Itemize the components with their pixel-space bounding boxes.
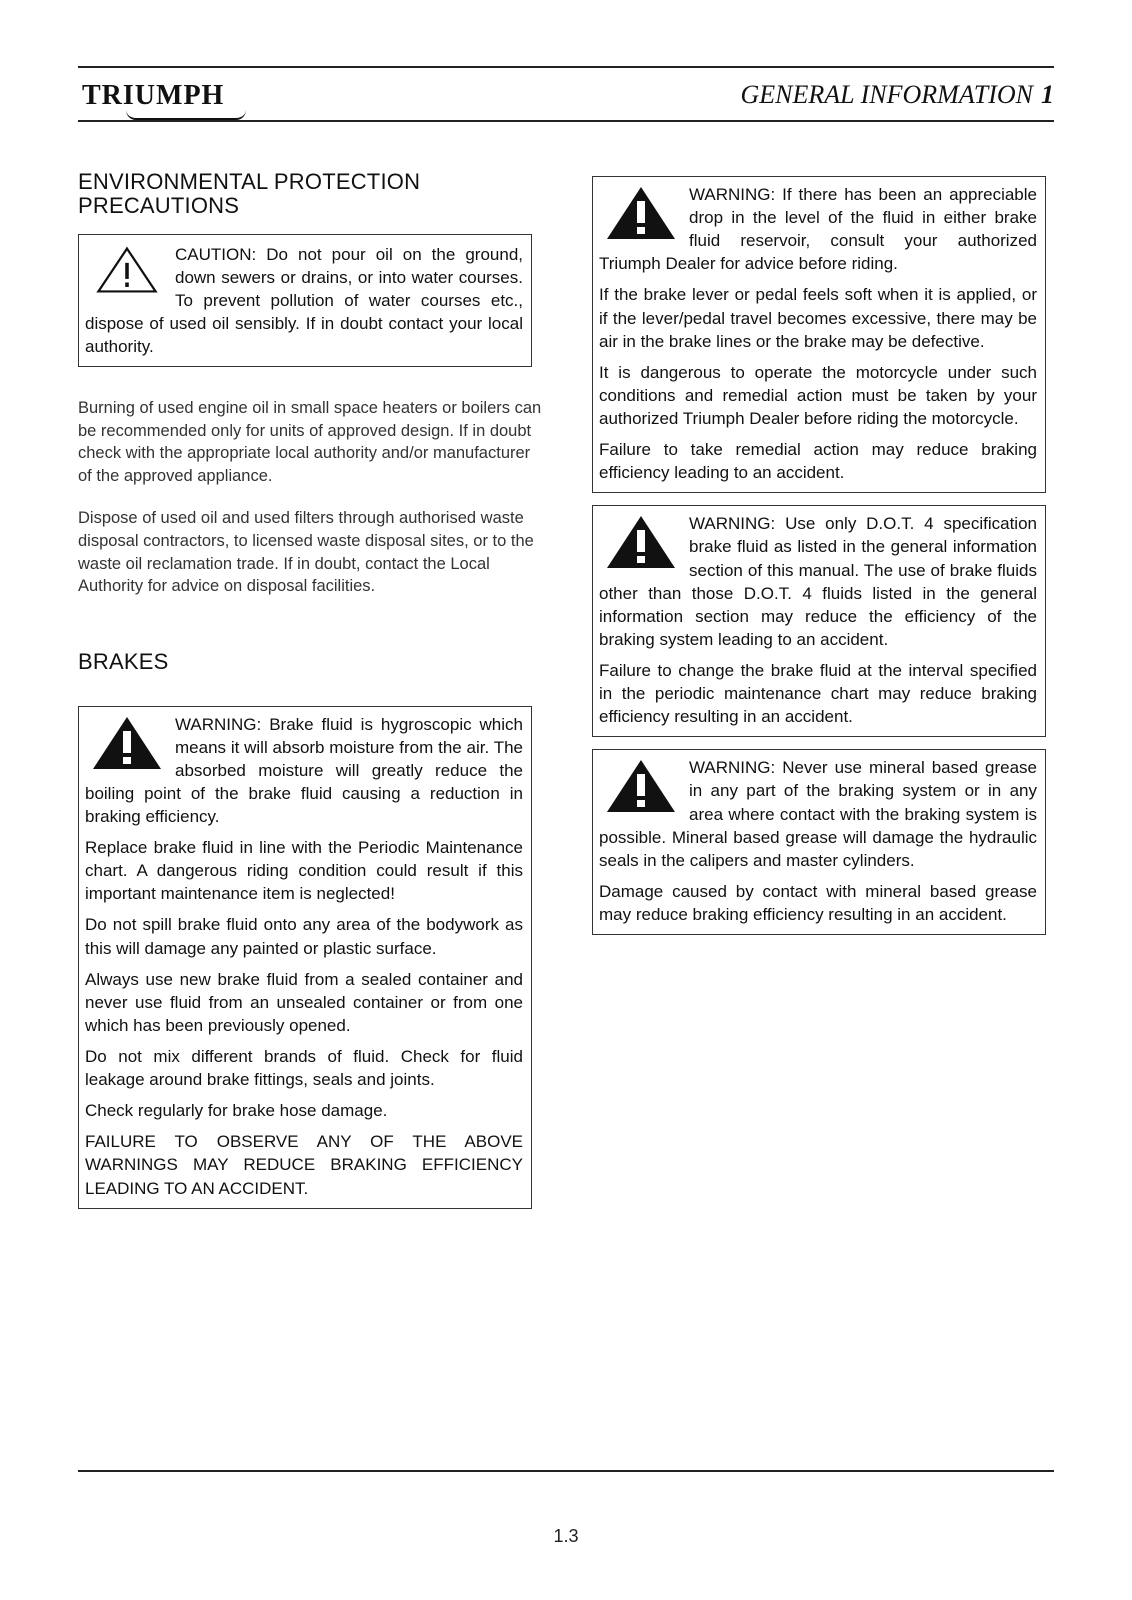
logo-text: TRIUMPH bbox=[82, 80, 225, 111]
warning1-paragraph-4: Always use new brake fluid from a sealed container and never use fluid from an unsealed container or from one which has been previously opened. bbox=[85, 969, 523, 1035]
page-number: 1.3 bbox=[553, 1526, 579, 1546]
header-bottom-rule bbox=[78, 120, 1054, 122]
footer-rule bbox=[78, 1470, 1054, 1472]
triumph-logo bbox=[82, 80, 224, 112]
section-title bbox=[741, 80, 1055, 110]
mineral-grease-warning-box bbox=[592, 749, 1046, 935]
left-column bbox=[78, 170, 546, 1209]
warning2-first bbox=[599, 183, 1037, 275]
dispose-oil-paragraph: Dispose of used oil and used filters through authorised waste disposal contractors, to licensed waste disposal sites, or to the waste oil reclamation trade. If in doubt, contact the Local Authority for advice on disposal facilities. bbox=[78, 509, 534, 596]
fluid-level-warning-box bbox=[592, 176, 1046, 493]
warning-triangle-icon bbox=[91, 715, 163, 771]
warning-triangle-icon bbox=[605, 514, 677, 570]
warning3-paragraph-1: WARNING: Use only D.O.T. 4 specification brake fluid as listed in the general information section of this manual. The use of brake fluids other than those D.O.T. 4 fluids listed in the general information section may reduce the efficiency of the braking system leading to an accident. bbox=[599, 514, 1037, 649]
warning1-paragraph-7: FAILURE TO OBSERVE ANY OF THE ABOVE WARNINGS MAY REDUCE BRAKING EFFICIENCY LEADING TO AN ACCIDENT. bbox=[85, 1132, 523, 1198]
caution-text bbox=[85, 243, 523, 359]
warning-triangle-icon bbox=[605, 758, 677, 814]
warning1-first bbox=[85, 713, 523, 829]
warning3-paragraph-2: Failure to change the brake fluid at the interval specified in the periodic maintenance chart may reduce braking efficiency resulting in an accident. bbox=[599, 660, 1037, 727]
warning1-paragraph-3: Do not spill brake fluid onto any area of the bodywork as this will damage any painted or plastic surface. bbox=[85, 915, 523, 958]
logo-swoosh-icon bbox=[126, 110, 246, 120]
warning3-first bbox=[599, 512, 1037, 651]
warning2-paragraph-4: Failure to take remedial action may reduce braking efficiency leading to an accident. bbox=[599, 440, 1037, 483]
warning4-first bbox=[599, 756, 1037, 872]
caution-box bbox=[78, 234, 532, 368]
right-column bbox=[592, 176, 1056, 935]
warning1-paragraph-1: WARNING: Brake fluid is hygroscopic which means it will absorb moisture from the air. The absorbed moisture will greatly reduce the boiling point of the brake fluid causing a reduction in braking efficiency. bbox=[85, 714, 523, 826]
warning2-paragraph-3: It is dangerous to operate the motorcycle under such conditions and remedial action must be taken by your authorized Triumph Dealer before riding the motorcycle. bbox=[599, 362, 1037, 428]
warning2-paragraph-1: WARNING: If there has been an appreciable drop in the level of the fluid in either brake fluid reservoir, consult your authorized Triumph Dealer for advice before riding. bbox=[599, 185, 1037, 274]
brake-fluid-warning-box bbox=[78, 706, 532, 1209]
warning2-paragraph-2: If the brake lever or pedal feels soft when it is applied, or if the lever/pedal travel becomes excessive, there may be air in the brake lines or the brake may be defective. bbox=[599, 285, 1037, 351]
caution-paragraph: CAUTION: Do not pour oil on the ground, down sewers or drains, or into water courses. To prevent pollution of water courses etc., dispose of used oil sensibly. If in doubt contact your local authority. bbox=[85, 244, 523, 356]
warning1-paragraph-2: Replace brake fluid in line with the Periodic Maintenance chart. A dangerous riding condition could result if this important maintenance item is neglected! bbox=[85, 838, 523, 904]
header-top-rule bbox=[78, 66, 1054, 68]
warning4-paragraph-2: Damage caused by contact with mineral based grease may reduce braking efficiency resulting in an accident. bbox=[599, 881, 1037, 924]
caution-triangle-icon bbox=[91, 245, 163, 295]
burning-oil-paragraph: Burning of used engine oil in small space heaters or boilers can be recommended only for units of approved design. If in doubt check with the appropriate local authority and/or manufacturer of the approved appliance. bbox=[78, 399, 542, 485]
warning1-paragraph-6: Check regularly for brake hose damage. bbox=[85, 1101, 388, 1121]
warning-triangle-icon bbox=[605, 185, 677, 241]
dot4-warning-box bbox=[592, 505, 1046, 737]
section-number: 1 bbox=[1041, 80, 1054, 109]
warning1-paragraph-5: Do not mix different brands of fluid. Check for fluid leakage around brake fittings, seals and joints. bbox=[85, 1046, 523, 1090]
brakes-heading: BRAKES bbox=[78, 648, 169, 674]
warning4-paragraph-1: WARNING: Never use mineral based grease in any part of the braking system or in any area where contact with the braking system is possible. Mineral based grease will damage the hydraulic seals in the calipers and master cylinders. bbox=[599, 758, 1037, 870]
env-heading: ENVIRONMENTAL PROTECTION PRECAUTIONS bbox=[78, 169, 421, 218]
section-title-text: GENERAL INFORMATION bbox=[740, 80, 1033, 109]
